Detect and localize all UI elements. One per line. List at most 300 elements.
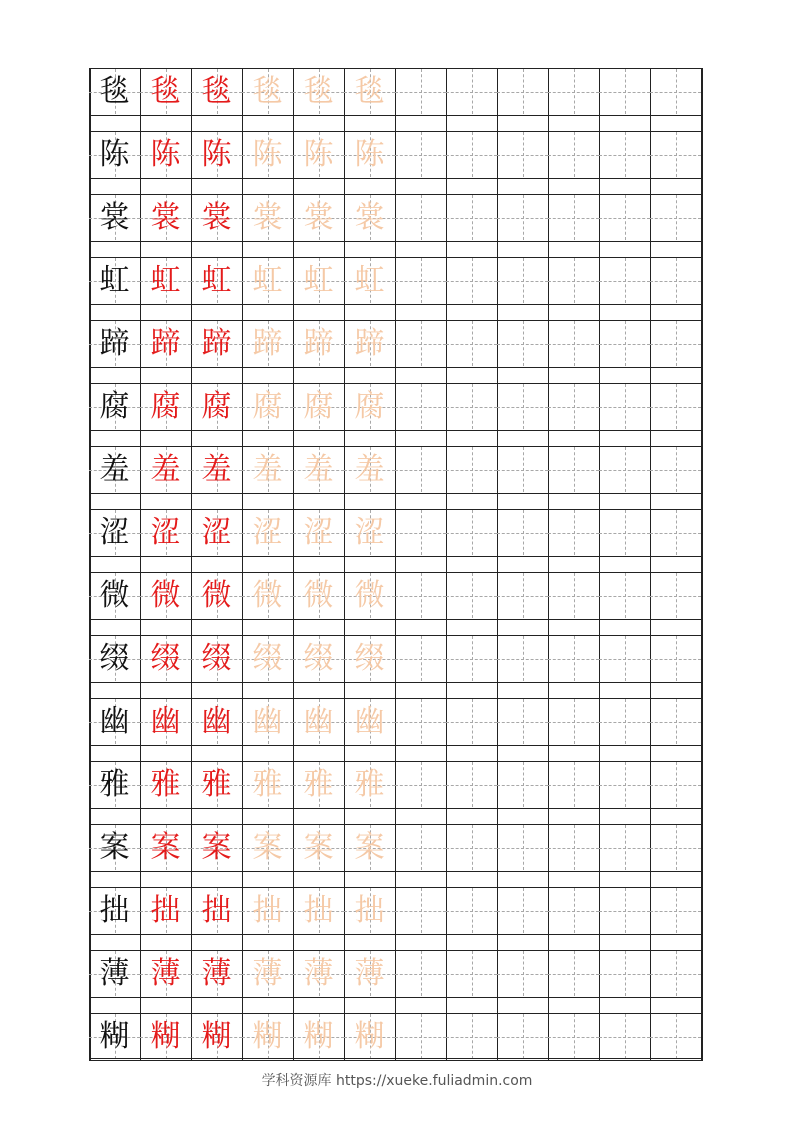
character-trace: 腐: [252, 388, 283, 424]
writing-cell-guide: [191, 195, 242, 240]
writing-cell-model: [89, 195, 140, 240]
character-model: 微: [99, 577, 130, 613]
writing-cell-empty[interactable]: [497, 573, 548, 618]
writing-cell-model: [89, 258, 140, 303]
character-guide: 案: [201, 829, 232, 865]
writing-cell-empty[interactable]: [599, 510, 650, 555]
writing-cell-empty[interactable]: [446, 447, 497, 492]
character-trace: 蹄: [354, 325, 385, 361]
writing-cell-trace: [344, 510, 395, 555]
writing-cell-guide: [191, 573, 242, 618]
writing-cell-empty[interactable]: [548, 762, 599, 807]
writing-cell-trace: [344, 825, 395, 870]
writing-cell-empty[interactable]: [395, 258, 446, 303]
character-guide: 裳: [201, 199, 232, 235]
writing-cell-empty[interactable]: [446, 825, 497, 870]
writing-cell-empty[interactable]: [497, 447, 548, 492]
writing-cell-empty[interactable]: [650, 762, 701, 807]
character-guide: 羞: [201, 451, 232, 487]
writing-cell-trace: [293, 69, 344, 114]
writing-cell-trace: [344, 636, 395, 681]
writing-cell-trace: [242, 510, 293, 555]
writing-cell-trace: [293, 699, 344, 744]
writing-cell-trace: [242, 384, 293, 429]
writing-cell-empty[interactable]: [446, 510, 497, 555]
writing-cell-model: [89, 762, 140, 807]
writing-cell-empty[interactable]: [548, 510, 599, 555]
writing-cell-empty[interactable]: [599, 636, 650, 681]
writing-cell-empty[interactable]: [395, 132, 446, 177]
writing-cell-trace: [344, 1014, 395, 1059]
writing-cell-empty[interactable]: [446, 195, 497, 240]
character-guide: 腐: [150, 388, 181, 424]
writing-cell-empty[interactable]: [548, 951, 599, 996]
writing-cell-empty[interactable]: [497, 384, 548, 429]
character-trace: 蹄: [252, 325, 283, 361]
writing-cell-trace: [344, 132, 395, 177]
writing-cell-empty[interactable]: [446, 258, 497, 303]
writing-cell-guide: [140, 132, 191, 177]
character-guide: 幽: [201, 703, 232, 739]
character-trace: 虹: [303, 262, 334, 298]
character-trace: 案: [252, 829, 283, 865]
practice-row: [89, 509, 703, 557]
writing-cell-empty[interactable]: [650, 258, 701, 303]
writing-cell-model: [89, 69, 140, 114]
character-guide: 涩: [201, 514, 232, 550]
writing-cell-model: [89, 1014, 140, 1059]
character-trace: 雅: [303, 766, 334, 802]
writing-cell-empty[interactable]: [395, 1014, 446, 1059]
writing-cell-trace: [344, 321, 395, 366]
writing-cell-empty[interactable]: [650, 69, 701, 114]
character-guide: 蹄: [201, 325, 232, 361]
character-guide: 陈: [201, 136, 232, 172]
practice-row: [89, 887, 703, 935]
character-guide: 薄: [201, 955, 232, 991]
character-trace: 毯: [252, 73, 283, 109]
writing-cell-trace: [293, 1014, 344, 1059]
writing-cell-guide: [191, 384, 242, 429]
writing-cell-empty[interactable]: [599, 951, 650, 996]
character-guide: 裳: [150, 199, 181, 235]
writing-cell-empty[interactable]: [446, 699, 497, 744]
character-guide: 拙: [150, 892, 181, 928]
writing-cell-model: [89, 132, 140, 177]
writing-cell-trace: [242, 825, 293, 870]
writing-cell-empty[interactable]: [497, 132, 548, 177]
writing-cell-guide: [140, 69, 191, 114]
writing-cell-empty[interactable]: [650, 195, 701, 240]
writing-cell-guide: [191, 132, 242, 177]
writing-cell-empty[interactable]: [599, 888, 650, 933]
character-trace: 案: [354, 829, 385, 865]
writing-cell-trace: [242, 132, 293, 177]
writing-cell-model: [89, 636, 140, 681]
writing-cell-empty[interactable]: [599, 447, 650, 492]
character-trace: 毯: [354, 73, 385, 109]
character-trace: 羞: [303, 451, 334, 487]
writing-cell-trace: [344, 699, 395, 744]
writing-cell-trace: [242, 258, 293, 303]
writing-cell-empty[interactable]: [497, 321, 548, 366]
character-trace: 虹: [252, 262, 283, 298]
practice-row: [89, 131, 703, 179]
character-trace: 涩: [303, 514, 334, 550]
writing-cell-empty[interactable]: [395, 573, 446, 618]
writing-cell-empty[interactable]: [599, 1014, 650, 1059]
writing-cell-trace: [242, 762, 293, 807]
writing-cell-empty[interactable]: [599, 69, 650, 114]
character-trace: 蹄: [303, 325, 334, 361]
character-trace: 拙: [252, 892, 283, 928]
writing-cell-guide: [140, 699, 191, 744]
practice-row: [89, 383, 703, 431]
writing-cell-empty[interactable]: [548, 195, 599, 240]
writing-cell-trace: [344, 573, 395, 618]
writing-cell-trace: [242, 447, 293, 492]
character-trace: 羞: [252, 451, 283, 487]
writing-cell-trace: [293, 951, 344, 996]
writing-cell-guide: [191, 951, 242, 996]
character-model: 涩: [99, 514, 130, 550]
character-trace: 涩: [252, 514, 283, 550]
writing-cell-guide: [191, 825, 242, 870]
character-trace: 幽: [303, 703, 334, 739]
writing-cell-empty[interactable]: [497, 258, 548, 303]
writing-cell-empty[interactable]: [395, 825, 446, 870]
character-trace: 拙: [354, 892, 385, 928]
practice-row: [89, 635, 703, 683]
writing-cell-trace: [293, 195, 344, 240]
writing-cell-empty[interactable]: [599, 762, 650, 807]
writing-cell-empty[interactable]: [497, 636, 548, 681]
writing-cell-empty[interactable]: [497, 699, 548, 744]
practice-row: [89, 320, 703, 368]
practice-row: [89, 698, 703, 746]
writing-cell-trace: [293, 321, 344, 366]
writing-cell-model: [89, 384, 140, 429]
character-model: 裳: [99, 199, 130, 235]
writing-cell-trace: [242, 951, 293, 996]
character-trace: 缀: [354, 640, 385, 676]
writing-cell-trace: [293, 132, 344, 177]
writing-cell-empty[interactable]: [446, 69, 497, 114]
writing-cell-guide: [191, 447, 242, 492]
writing-cell-trace: [242, 1014, 293, 1059]
character-trace: 腐: [303, 388, 334, 424]
writing-cell-guide: [191, 888, 242, 933]
writing-cell-guide: [140, 762, 191, 807]
writing-cell-empty[interactable]: [548, 888, 599, 933]
character-guide: 雅: [201, 766, 232, 802]
character-trace: 糊: [354, 1018, 385, 1054]
writing-cell-model: [89, 888, 140, 933]
character-trace: 虹: [354, 262, 385, 298]
character-trace: 糊: [303, 1018, 334, 1054]
character-trace: 陈: [252, 136, 283, 172]
character-trace: 腐: [354, 388, 385, 424]
character-model: 腐: [99, 388, 130, 424]
writing-cell-empty[interactable]: [650, 321, 701, 366]
writing-cell-guide: [191, 69, 242, 114]
writing-cell-empty[interactable]: [599, 321, 650, 366]
writing-cell-empty[interactable]: [599, 195, 650, 240]
character-trace: 薄: [252, 955, 283, 991]
writing-cell-trace: [344, 258, 395, 303]
writing-cell-empty[interactable]: [548, 384, 599, 429]
practice-row: [89, 446, 703, 494]
writing-cell-trace: [344, 384, 395, 429]
writing-cell-empty[interactable]: [446, 573, 497, 618]
writing-cell-guide: [140, 510, 191, 555]
writing-cell-empty[interactable]: [446, 1014, 497, 1059]
writing-cell-trace: [242, 888, 293, 933]
writing-cell-empty[interactable]: [599, 699, 650, 744]
writing-cell-empty[interactable]: [548, 258, 599, 303]
character-trace: 涩: [354, 514, 385, 550]
character-guide: 缀: [201, 640, 232, 676]
writing-cell-empty[interactable]: [650, 825, 701, 870]
character-guide: 蹄: [150, 325, 181, 361]
writing-cell-empty[interactable]: [395, 447, 446, 492]
writing-cell-trace: [344, 447, 395, 492]
writing-cell-empty[interactable]: [497, 825, 548, 870]
writing-cell-empty[interactable]: [497, 510, 548, 555]
character-trace: 裳: [354, 199, 385, 235]
writing-cell-trace: [242, 699, 293, 744]
writing-cell-trace: [293, 258, 344, 303]
writing-cell-guide: [191, 258, 242, 303]
writing-cell-model: [89, 510, 140, 555]
writing-cell-guide: [140, 888, 191, 933]
writing-cell-trace: [344, 888, 395, 933]
character-trace: 雅: [354, 766, 385, 802]
character-guide: 毯: [150, 73, 181, 109]
character-trace: 裳: [303, 199, 334, 235]
writing-cell-empty[interactable]: [446, 951, 497, 996]
writing-cell-guide: [140, 321, 191, 366]
character-guide: 毯: [201, 73, 232, 109]
writing-cell-empty[interactable]: [395, 699, 446, 744]
writing-cell-empty[interactable]: [446, 132, 497, 177]
writing-cell-model: [89, 573, 140, 618]
writing-cell-empty[interactable]: [650, 384, 701, 429]
character-guide: 微: [150, 577, 181, 613]
writing-cell-guide: [140, 825, 191, 870]
writing-cell-empty[interactable]: [548, 132, 599, 177]
character-guide: 涩: [150, 514, 181, 550]
writing-cell-empty[interactable]: [650, 132, 701, 177]
writing-cell-empty[interactable]: [497, 69, 548, 114]
character-model: 缀: [99, 640, 130, 676]
writing-cell-guide: [140, 573, 191, 618]
writing-cell-trace: [293, 510, 344, 555]
writing-cell-empty[interactable]: [446, 321, 497, 366]
writing-cell-empty[interactable]: [446, 762, 497, 807]
writing-cell-trace: [293, 825, 344, 870]
writing-cell-empty[interactable]: [599, 573, 650, 618]
footer-text: 学科资源库 https://xueke.fuliadmin.com: [261, 1073, 533, 1089]
character-model: 陈: [99, 136, 130, 172]
writing-cell-empty[interactable]: [599, 384, 650, 429]
writing-cell-model: [89, 447, 140, 492]
practice-row: [89, 950, 703, 998]
writing-cell-empty[interactable]: [497, 888, 548, 933]
writing-cell-guide: [140, 384, 191, 429]
character-trace: 幽: [252, 703, 283, 739]
character-model: 羞: [99, 451, 130, 487]
character-trace: 裳: [252, 199, 283, 235]
character-guide: 幽: [150, 703, 181, 739]
character-trace: 缀: [303, 640, 334, 676]
writing-cell-empty[interactable]: [599, 258, 650, 303]
character-trace: 薄: [303, 955, 334, 991]
writing-cell-guide: [140, 951, 191, 996]
writing-cell-guide: [140, 447, 191, 492]
character-guide: 缀: [150, 640, 181, 676]
character-guide: 陈: [150, 136, 181, 172]
character-trace: 微: [303, 577, 334, 613]
writing-cell-guide: [140, 195, 191, 240]
writing-cell-guide: [140, 258, 191, 303]
character-guide: 糊: [201, 1018, 232, 1054]
practice-row: [89, 824, 703, 872]
character-trace: 糊: [252, 1018, 283, 1054]
writing-cell-trace: [242, 321, 293, 366]
character-trace: 毯: [303, 73, 334, 109]
writing-cell-empty[interactable]: [650, 699, 701, 744]
character-model: 案: [99, 829, 130, 865]
character-guide: 雅: [150, 766, 181, 802]
writing-cell-model: [89, 951, 140, 996]
practice-row: [89, 194, 703, 242]
writing-cell-empty[interactable]: [650, 447, 701, 492]
character-guide: 羞: [150, 451, 181, 487]
writing-cell-empty[interactable]: [395, 888, 446, 933]
practice-sheet: [89, 68, 705, 1060]
writing-cell-empty[interactable]: [395, 636, 446, 681]
writing-cell-empty[interactable]: [395, 195, 446, 240]
writing-cell-empty[interactable]: [599, 825, 650, 870]
writing-cell-empty[interactable]: [548, 825, 599, 870]
character-trace: 羞: [354, 451, 385, 487]
writing-cell-empty[interactable]: [497, 1014, 548, 1059]
writing-cell-empty[interactable]: [395, 510, 446, 555]
practice-row: [89, 68, 703, 116]
writing-cell-trace: [344, 195, 395, 240]
writing-cell-trace: [293, 888, 344, 933]
writing-cell-empty[interactable]: [395, 69, 446, 114]
character-guide: 拙: [201, 892, 232, 928]
writing-cell-empty[interactable]: [446, 636, 497, 681]
writing-cell-model: [89, 825, 140, 870]
writing-cell-empty[interactable]: [548, 447, 599, 492]
writing-cell-model: [89, 699, 140, 744]
writing-cell-empty[interactable]: [548, 69, 599, 114]
writing-cell-empty[interactable]: [395, 951, 446, 996]
writing-cell-trace: [242, 195, 293, 240]
writing-cell-trace: [242, 69, 293, 114]
writing-cell-empty[interactable]: [395, 762, 446, 807]
writing-cell-empty[interactable]: [548, 636, 599, 681]
character-model: 虹: [99, 262, 130, 298]
writing-cell-trace: [344, 762, 395, 807]
writing-cell-empty[interactable]: [650, 888, 701, 933]
writing-cell-trace: [293, 636, 344, 681]
writing-cell-model: [89, 321, 140, 366]
character-guide: 案: [150, 829, 181, 865]
character-trace: 缀: [252, 640, 283, 676]
writing-cell-empty[interactable]: [650, 573, 701, 618]
writing-cell-empty[interactable]: [548, 1014, 599, 1059]
writing-cell-trace: [293, 573, 344, 618]
writing-cell-trace: [242, 636, 293, 681]
writing-cell-empty[interactable]: [395, 384, 446, 429]
writing-cell-trace: [242, 573, 293, 618]
character-trace: 雅: [252, 766, 283, 802]
character-trace: 微: [252, 577, 283, 613]
character-guide: 薄: [150, 955, 181, 991]
writing-cell-guide: [140, 636, 191, 681]
writing-cell-empty[interactable]: [446, 888, 497, 933]
character-guide: 微: [201, 577, 232, 613]
character-guide: 腐: [201, 388, 232, 424]
writing-cell-guide: [191, 1014, 242, 1059]
character-trace: 陈: [303, 136, 334, 172]
character-trace: 案: [303, 829, 334, 865]
writing-cell-guide: [191, 321, 242, 366]
character-model: 蹄: [99, 325, 130, 361]
writing-cell-empty[interactable]: [548, 573, 599, 618]
character-guide: 虹: [201, 262, 232, 298]
writing-cell-empty[interactable]: [650, 636, 701, 681]
writing-cell-empty[interactable]: [548, 699, 599, 744]
character-trace: 拙: [303, 892, 334, 928]
character-trace: 薄: [354, 955, 385, 991]
writing-cell-guide: [191, 699, 242, 744]
character-trace: 幽: [354, 703, 385, 739]
writing-cell-empty[interactable]: [599, 132, 650, 177]
writing-cell-guide: [191, 636, 242, 681]
character-trace: 陈: [354, 136, 385, 172]
writing-cell-trace: [344, 951, 395, 996]
character-model: 幽: [99, 703, 130, 739]
writing-cell-empty[interactable]: [497, 195, 548, 240]
practice-row: [89, 761, 703, 809]
writing-cell-empty[interactable]: [497, 762, 548, 807]
writing-cell-empty[interactable]: [650, 510, 701, 555]
practice-row: [89, 257, 703, 305]
practice-row: [89, 1013, 703, 1061]
character-trace: 微: [354, 577, 385, 613]
writing-cell-trace: [293, 447, 344, 492]
character-guide: 虹: [150, 262, 181, 298]
writing-cell-guide: [191, 762, 242, 807]
writing-cell-empty[interactable]: [446, 384, 497, 429]
character-model: 雅: [99, 766, 130, 802]
writing-cell-trace: [344, 69, 395, 114]
writing-cell-empty[interactable]: [650, 951, 701, 996]
writing-cell-empty[interactable]: [650, 1014, 701, 1059]
writing-cell-empty[interactable]: [497, 951, 548, 996]
character-guide: 糊: [150, 1018, 181, 1054]
writing-cell-empty[interactable]: [548, 321, 599, 366]
character-model: 拙: [99, 892, 130, 928]
writing-cell-guide: [140, 1014, 191, 1059]
writing-cell-empty[interactable]: [395, 321, 446, 366]
character-model: 薄: [99, 955, 130, 991]
